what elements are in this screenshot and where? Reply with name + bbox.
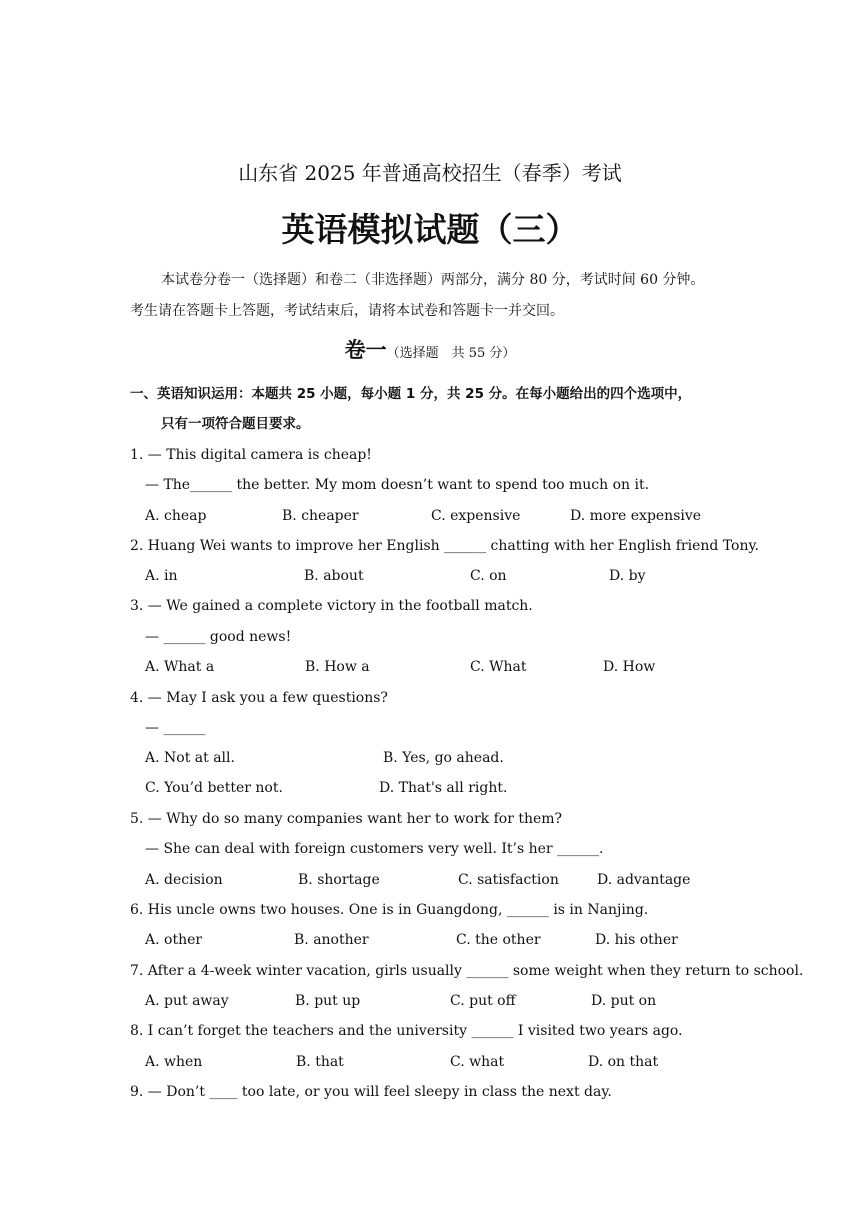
question-5-option-a: A. decision [145,872,223,888]
question-4-option-b: B. Yes, go ahead. [383,750,504,766]
question-3-option-b: B. How a [305,659,370,675]
question-4-option-a: A. Not at all. [145,750,235,766]
question-7-option-b: B. put up [295,993,361,1009]
question-1-line-1: 1. — This digital camera is cheap! [130,447,372,463]
question-4-line-1: 4. — May I ask you a few questions? [130,690,388,706]
question-1-option-b: B. cheaper [282,508,359,524]
question-6-option-a: A. other [145,932,203,948]
question-2-option-d: D. by [609,568,646,584]
question-5-line-2: — She can deal with foreign customers very well. It’s her ______. [145,841,604,857]
question-7-option-a: A. put away [145,993,229,1009]
question-5-option-c: C. satisfaction [458,872,559,888]
question-1-option-a: A. cheap [145,508,207,524]
question-2-option-a: A. in [145,568,178,584]
question-8-line-1: 8. I can’t forget the teachers and the university ______ I visited two years ago. [130,1023,683,1039]
section-info: （选择题 共 55 分） [386,346,516,361]
question-2-option-c: C. on [470,568,507,584]
question-8-option-c: C. what [450,1054,505,1070]
section-name: 卷一 [344,338,387,362]
question-6-option-d: D. his other [595,932,678,948]
question-1-line-2: — The______ the better. My mom doesn’t want to spend too much on it. [145,477,650,493]
question-8-option-d: D. on that [588,1054,659,1070]
intro-line-1: 本试卷分卷一（选择题）和卷二（非选择题）两部分，满分 80 分，考试时间 60 分钟。 [161,272,705,288]
question-5-option-d: D. advantage [597,872,691,888]
question-8-option-b: B. that [296,1054,344,1070]
question-3-line-2: — ______ good news! [145,629,292,645]
question-4-option-c: C. You’d better not. [145,780,283,796]
question-7-option-d: D. put on [591,993,657,1009]
question-6-option-b: B. another [294,932,369,948]
question-8-option-a: A. when [145,1054,203,1070]
part1-instruction-line-2: 只有一项符合题目要求。 [161,416,310,432]
question-2-line-1: 2. Huang Wei wants to improve her English ______ chatting with her English friend Tony. [130,538,759,554]
question-5-option-b: B. shortage [298,872,380,888]
question-3-option-c: C. What [470,659,527,675]
question-7-line-1: 7. After a 4-week winter vacation, girls usually ______ some weight when they return to school. [130,963,804,979]
question-3-line-1: 3. — We gained a complete victory in the football match. [130,598,533,614]
section-title [0,338,860,363]
question-1-option-d: D. more expensive [570,508,702,524]
exam-header: 山东省 2025 年普通高校招生（春季）考试 [238,161,622,185]
question-3-option-d: D. How [603,659,656,675]
question-6-option-c: C. the other [456,932,541,948]
question-2-option-b: B. about [304,568,364,584]
question-4-line-2: — ______ [145,720,206,736]
question-7-option-c: C. put off [450,993,516,1009]
question-4-option-d: D. That's all right. [379,780,508,796]
page-title: 英语模拟试题（三） [281,210,579,249]
question-9-line-1: 9. — Don’t ____ too late, or you will feel sleepy in class the next day. [130,1084,612,1100]
intro-line-2: 考生请在答题卡上答题，考试结束后，请将本试卷和答题卡一并交回。 [130,303,564,319]
part1-instruction-line-1: 一、英语知识运用：本题共 25 小题，每小题 1 分，共 25 分。在每小题给出的四个选项中， [130,386,692,402]
question-6-line-1: 6. His uncle owns two houses. One is in Guangdong, ______ is in Nanjing. [130,902,649,918]
question-5-line-1: 5. — Why do so many companies want her to work for them? [130,811,563,827]
question-1-option-c: C. expensive [431,508,521,524]
question-3-option-a: A. What a [145,659,215,675]
